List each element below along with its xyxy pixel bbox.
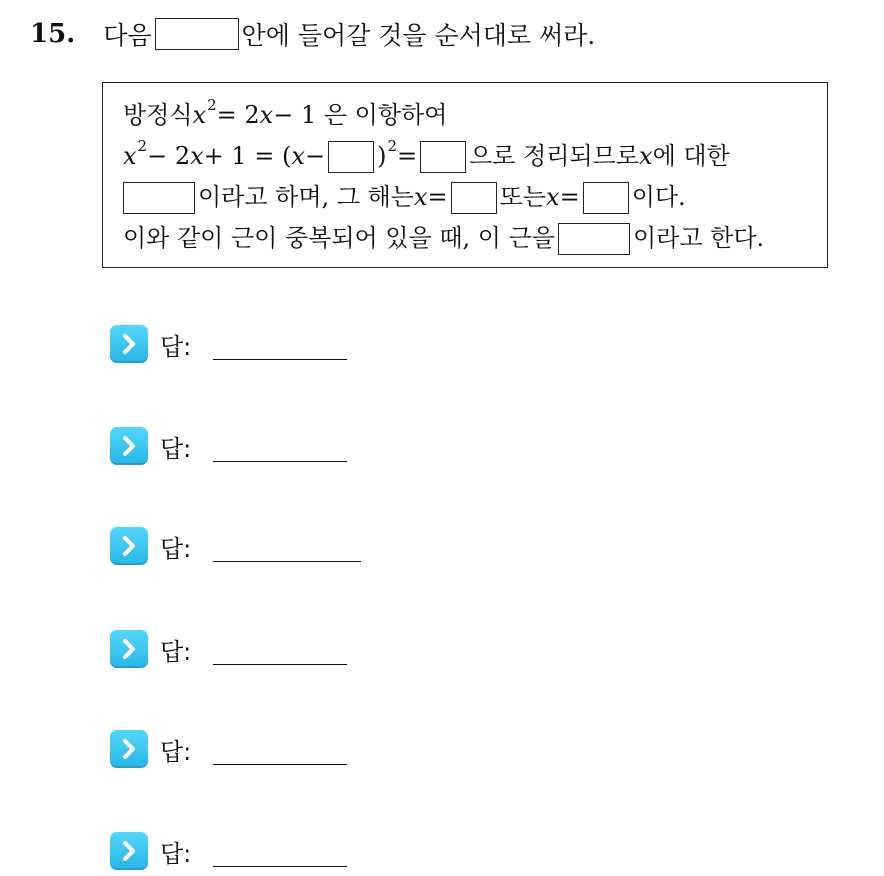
line2-text-7: 에 대한 <box>652 142 730 170</box>
line4-text-1: 이와 같이 근이 중복되어 있을 때, 이 근을 <box>123 224 555 252</box>
var-x: x <box>639 142 653 170</box>
answer-label: 답: <box>160 839 192 868</box>
question-prompt-start: 다음 <box>103 21 152 50</box>
answer-row <box>110 319 347 369</box>
prompt-blank-box <box>155 18 239 50</box>
problem-line-4 <box>123 218 827 259</box>
question-header <box>30 14 595 54</box>
answer-row <box>110 421 347 471</box>
answer-input-line[interactable] <box>213 664 347 665</box>
answer-label: 답: <box>160 332 192 361</box>
line3-text-3: 또는 <box>499 183 547 211</box>
exponent: 2 <box>387 137 397 155</box>
answer-label: 답: <box>160 737 192 766</box>
exponent: 2 <box>137 137 148 155</box>
problem-box <box>102 82 828 268</box>
blank-1 <box>328 141 374 173</box>
question-number: 15. <box>30 19 76 49</box>
answer-input-line[interactable] <box>213 461 347 462</box>
chevron-right-icon <box>110 832 148 870</box>
answer-input-line[interactable] <box>213 561 361 562</box>
problem-line-3 <box>123 177 827 218</box>
chevron-right-icon <box>110 427 148 465</box>
var-x: x <box>123 142 137 170</box>
var-x: x <box>414 183 428 211</box>
line2-text-3: − <box>304 142 326 170</box>
line2-text-1: − 2 <box>147 142 191 170</box>
var-x: x <box>190 142 204 170</box>
chevron-right-icon <box>110 325 148 363</box>
chevron-right-icon <box>110 527 148 565</box>
blank-5 <box>583 182 629 214</box>
line3-text-5: 이다. <box>631 183 686 211</box>
blank-4 <box>451 182 497 214</box>
exponent: 2 <box>207 96 217 114</box>
answer-row <box>110 826 347 876</box>
line1-text-3: − 1 은 이항하여 <box>273 101 448 129</box>
question-prompt-end: 안에 들어갈 것을 순서대로 써라. <box>241 21 596 50</box>
blank-2 <box>420 141 466 173</box>
answer-input-line[interactable] <box>213 359 347 360</box>
problem-line-1 <box>123 95 827 136</box>
answer-label: 답: <box>160 534 192 563</box>
line1-text-1: 방정식 <box>123 101 193 129</box>
answer-row <box>110 521 361 571</box>
line2-text-2: + 1 = ( <box>203 142 292 170</box>
var-x: x <box>546 183 560 211</box>
answer-input-line[interactable] <box>213 764 347 765</box>
var-x: x <box>259 101 274 129</box>
var-x: x <box>192 101 207 129</box>
answer-row <box>110 624 347 674</box>
answer-label: 답: <box>160 637 192 666</box>
chevron-right-icon <box>110 730 148 768</box>
chevron-right-icon <box>110 630 148 668</box>
line3-text-4: = <box>559 183 580 211</box>
line2-text-6: 으로 정리되므로 <box>469 142 640 170</box>
line3-text-2: = <box>427 183 448 211</box>
line4-text-2: 이라고 한다. <box>632 224 765 252</box>
var-x: x <box>291 142 305 170</box>
line2-text-4: ) <box>377 142 387 170</box>
line3-text-1: 이라고 하며, 그 해는 <box>198 183 414 211</box>
answer-label: 답: <box>160 434 192 463</box>
problem-line-2 <box>123 136 827 177</box>
answer-row <box>110 724 347 774</box>
line2-text-5: = <box>396 142 418 170</box>
answer-input-line[interactable] <box>213 866 347 867</box>
blank-3 <box>123 182 195 214</box>
blank-6 <box>558 223 630 255</box>
line1-text-2: = 2 <box>216 101 260 129</box>
